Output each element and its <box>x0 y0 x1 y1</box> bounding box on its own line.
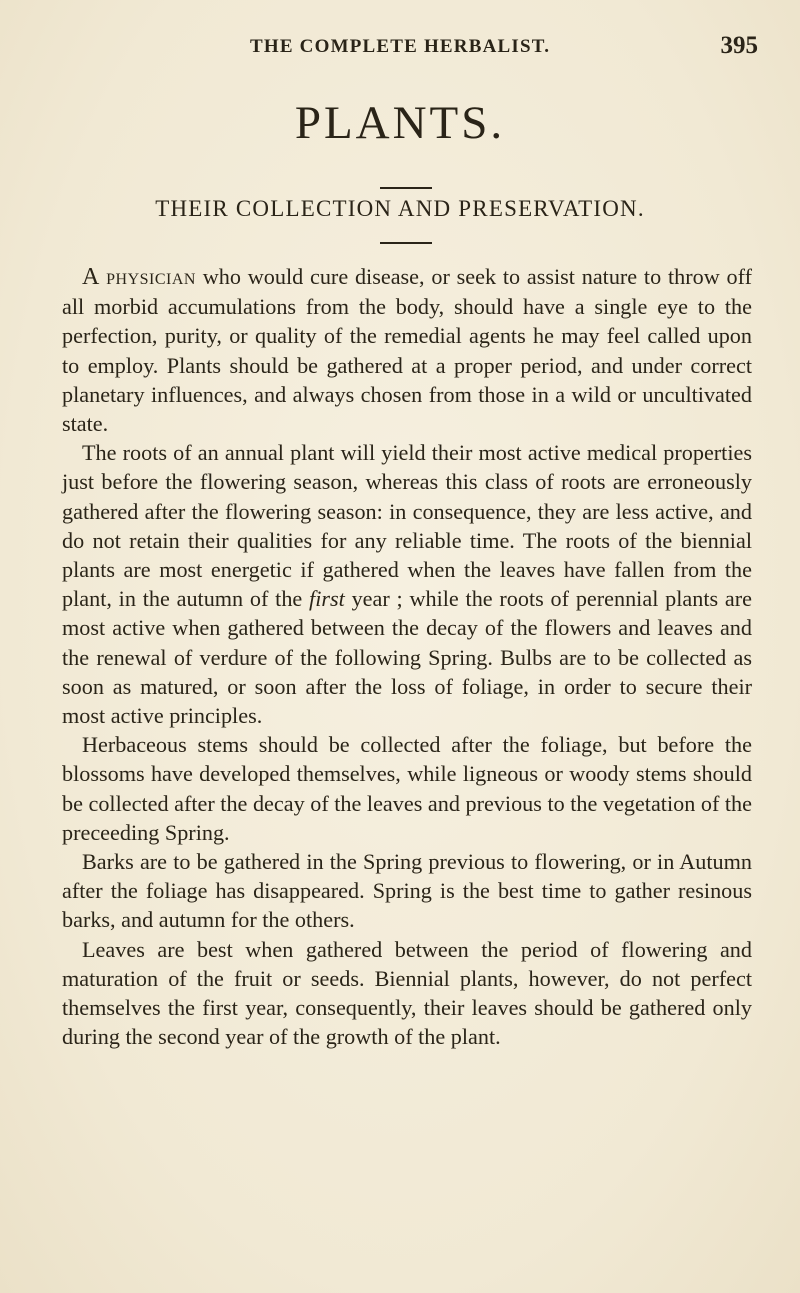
paragraph-4: Barks are to be gathered in the Spring previous to flowering, or in Autumn after the foliage has disappeared. Spring is the best time to gather resinous barks, and autumn for the others. <box>62 849 752 933</box>
lead-letter: A <box>82 264 100 290</box>
paragraph-2-emphasis: first <box>309 586 345 612</box>
title-divider <box>380 187 432 189</box>
chapter-subtitle: THEIR COLLECTION AND PRESERVATION. <box>155 196 645 221</box>
paragraph-1 <box>62 262 752 438</box>
paragraph-3: Herbaceous stems should be collected after the foliage, but before the blossoms have developed themselves, while ligneous or woody stems should be collected after the decay of the leaves and previous to the vegetation of the preceeding Spring. <box>62 732 752 845</box>
paragraph-1-text: who would cure disease, or seek to assist nature to throw off all morbid accumulations from the body, should have a single eye to the perfection, purity, or quality of the remedial agents he may feel called upon to employ. Plants should be gathered at a proper period, and under correct planetary influences, and always chosen from those in a wild or uncultivated state. <box>62 264 752 437</box>
paragraph-2 <box>62 438 752 730</box>
running-head <box>60 32 760 62</box>
subtitle-divider <box>380 242 432 244</box>
lead-smallcaps: physician <box>106 264 196 289</box>
page-number: 395 <box>720 32 758 59</box>
paragraph-2-text-b: year ; while the roots of perennial plants are most active when gathered between the decay of the flowers and leaves and the renewal of verdure of the following Spring. Bulbs are to be collected as soon as matured, or soon after the loss of foliage, in order to secure their most active principles. <box>62 586 752 729</box>
paragraph-2-text-a: The roots of an annual plant will yield their most active medical properties just before the flowering season, whereas this class of roots are erroneously gathered after the flowering season: in consequence, they are less active, and do not retain their qualities for any reliable time. The roots of the biennial plants are most energetic if gathered when the leaves have fallen from the plant, in the autumn of the <box>62 440 752 612</box>
body-text <box>62 262 752 1051</box>
chapter-title: PLANTS. <box>294 97 506 149</box>
running-title: THE COMPLETE HERBALIST. <box>250 36 551 57</box>
paragraph-5: Leaves are best when gathered between the period of flowering and maturation of the fruit or seeds. Biennial plants, however, do not perfect themselves the first year, consequently, their leaves should be gathered only during the second year of the growth of the plant. <box>62 936 752 1050</box>
